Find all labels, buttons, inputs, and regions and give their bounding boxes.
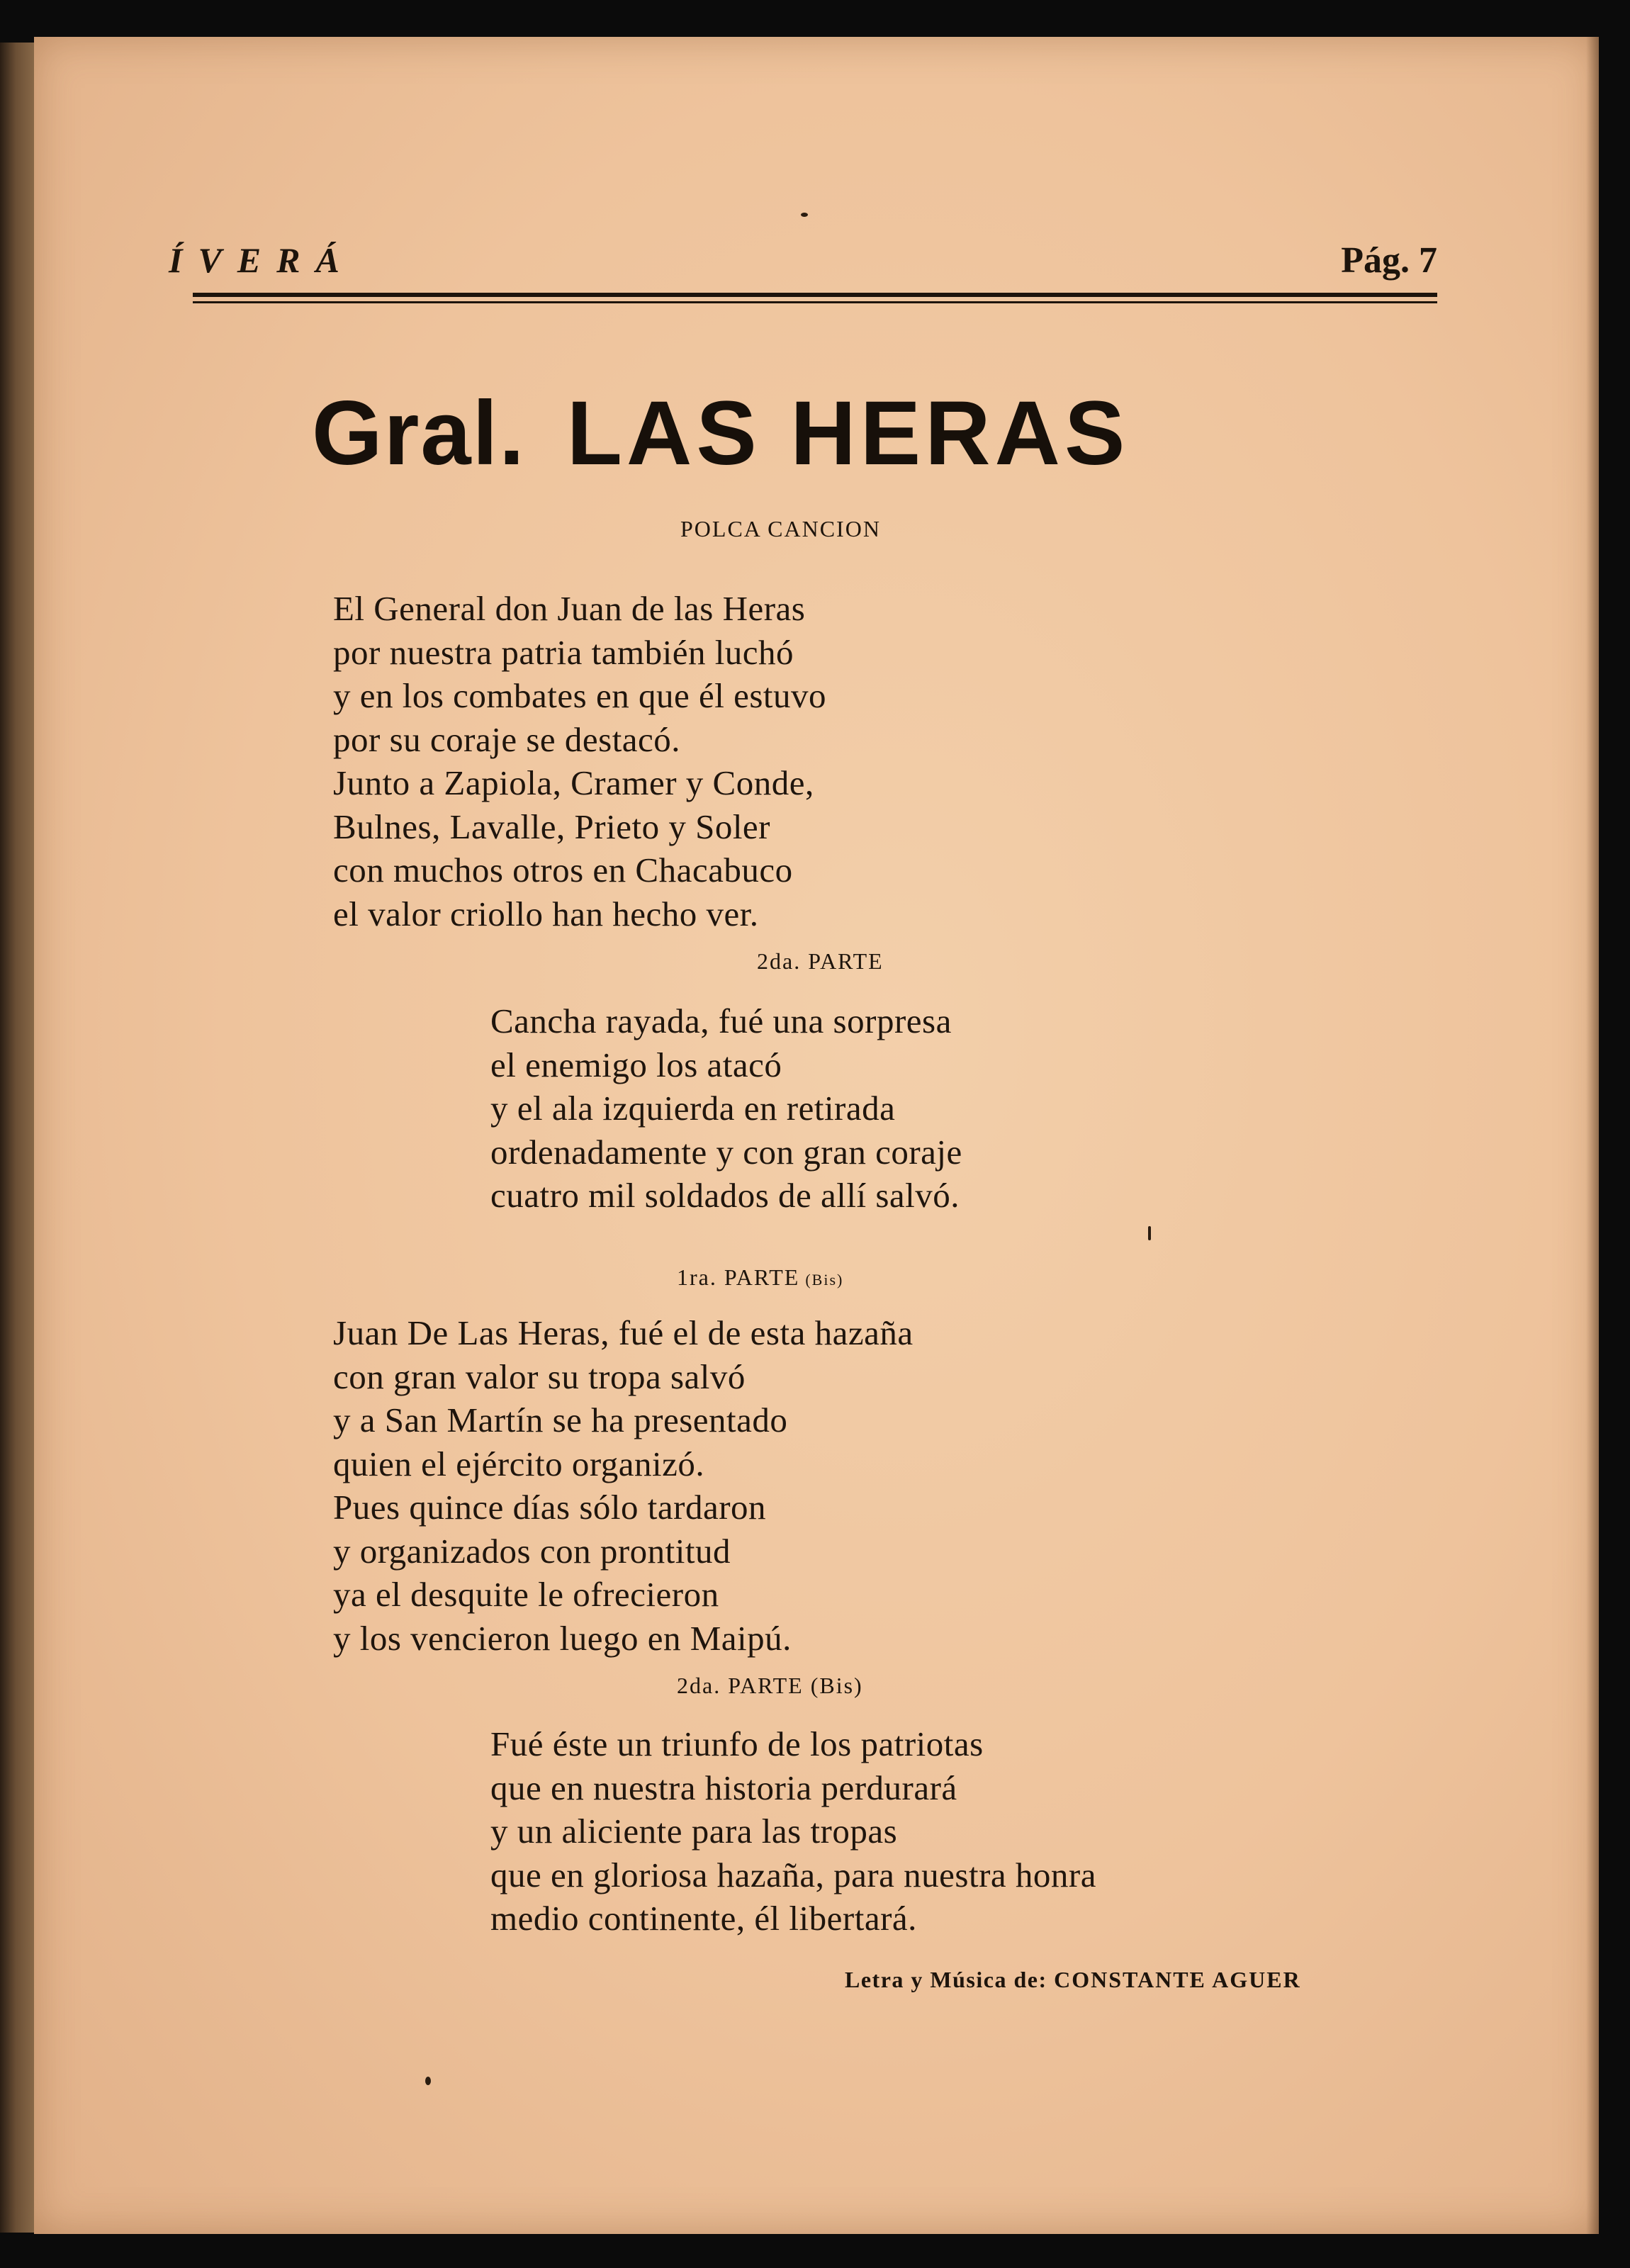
page-number: Pág. 7 xyxy=(1341,240,1437,281)
paper-speck xyxy=(801,213,808,217)
verse-line: ya el desquite le ofrecieron xyxy=(333,1575,719,1614)
paper-speck xyxy=(425,2077,431,2085)
section-label-2: 2da. PARTE xyxy=(757,948,884,974)
verse-line: y un aliciente para las tropas xyxy=(490,1812,898,1851)
verse-line: y organizados con prontitud xyxy=(333,1531,731,1571)
paper-speck xyxy=(1148,1226,1151,1240)
song-credit xyxy=(845,1967,1301,1993)
verse-line: por nuestra patria también luchó xyxy=(333,632,794,672)
section-label-text: 1ra. PARTE xyxy=(677,1264,800,1290)
running-header xyxy=(169,240,1437,282)
verse-line: El General don Juan de las Heras xyxy=(333,589,806,628)
credit-author: CONSTANTE AGUER xyxy=(1054,1967,1301,1992)
song-title-prefix: Gral. xyxy=(312,383,526,484)
stanza-1 xyxy=(333,587,826,936)
verse-line: y el ala izquierda en retirada xyxy=(490,1089,896,1128)
verse-line: Pues quince días sólo tardaron xyxy=(333,1488,767,1527)
verse-line: quien el ejército organizó. xyxy=(333,1444,705,1483)
verse-line: Cancha rayada, fué una sorpresa xyxy=(490,1001,952,1040)
verse-line: el valor criollo han hecho ver. xyxy=(333,894,759,933)
verse-line: Junto a Zapiola, Cramer y Conde, xyxy=(333,763,814,802)
song-title-name: LAS HERAS xyxy=(566,383,1130,484)
verse-line: ordenadamente y con gran coraje xyxy=(490,1132,962,1172)
verse-line: y a San Martín se ha presentado xyxy=(333,1400,788,1439)
verse-line: el enemigo los atacó xyxy=(490,1045,782,1084)
stanza-3 xyxy=(333,1311,914,1660)
verse-line: y los vencieron luego en Maipú. xyxy=(333,1618,792,1658)
verse-line: medio continente, él libertará. xyxy=(490,1899,917,1938)
verse-line: que en nuestra historia perdurará xyxy=(490,1768,957,1807)
header-rule-thin xyxy=(193,301,1437,303)
verse-line: y en los combates en que él estuvo xyxy=(333,676,827,715)
credit-prefix: Letra y Música de: xyxy=(845,1967,1047,1992)
verse-line: Fué éste un triunfo de los patriotas xyxy=(490,1724,984,1763)
header-rule-thick xyxy=(193,293,1437,297)
stanza-2 xyxy=(490,999,962,1218)
song-title xyxy=(312,383,1318,484)
section-label-note: (Bis) xyxy=(805,1271,844,1289)
verse-line: con muchos otros en Chacabuco xyxy=(333,850,793,889)
verse-line: Bulnes, Lavalle, Prieto y Soler xyxy=(333,807,770,846)
header-title: ÍVERÁ xyxy=(169,240,355,280)
verse-line: Juan De Las Heras, fué el de esta hazaña xyxy=(333,1313,914,1352)
section-label-4: 2da. PARTE (Bis) xyxy=(677,1673,863,1698)
verse-line: por su coraje se destacó. xyxy=(333,719,681,759)
book-spine xyxy=(0,43,35,2233)
stanza-4 xyxy=(490,1722,1096,1941)
section-label-3 xyxy=(677,1264,843,1291)
verse-line: que en gloriosa hazaña, para nuestra honra xyxy=(490,1855,1096,1894)
verse-line: con gran valor su tropa salvó xyxy=(333,1357,746,1396)
verse-line: cuatro mil soldados de allí salvó. xyxy=(490,1176,960,1215)
song-subtitle: POLCA CANCION xyxy=(680,516,881,541)
